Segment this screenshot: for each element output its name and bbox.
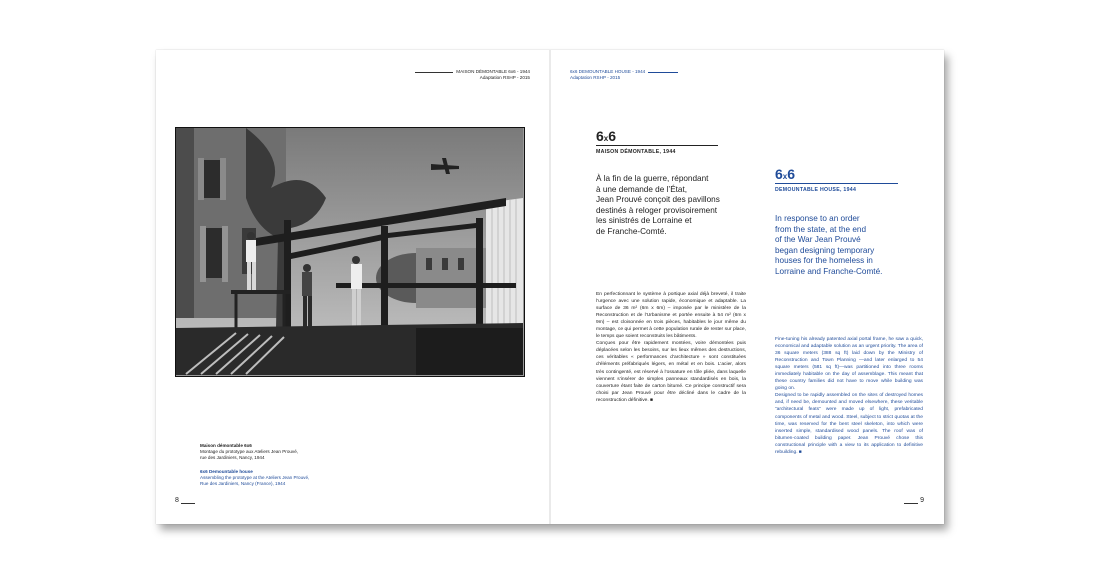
lead-en-line: of the War Jean Prouvé bbox=[775, 235, 861, 245]
lead-fr-line: de Franche-Comté. bbox=[596, 226, 667, 236]
page-number-left bbox=[175, 497, 195, 504]
caption-en-line1: Assembling the prototype at the Ateliers Jean Prouvé, bbox=[200, 475, 310, 481]
running-head-left-subtitle: Adaptation RSHP - 2015 bbox=[479, 75, 530, 80]
lead-fr-line: les sinistrés de Lorraine et bbox=[596, 216, 692, 226]
archival-photo-assembly bbox=[175, 127, 525, 377]
subtitle-fr: MAISON DÉMONTABLE, 1944 bbox=[596, 149, 676, 155]
title-en-a: 6 bbox=[775, 166, 783, 182]
running-head-right bbox=[570, 69, 678, 81]
photo-caption-fr bbox=[200, 443, 390, 462]
running-head-left-title: MAISON DÉMONTABLE 6x6 - 1944 bbox=[456, 69, 530, 74]
running-head-right-subtitle: Adaptation RSHP - 2015 bbox=[570, 75, 621, 80]
page-number-right-value: 9 bbox=[920, 497, 924, 504]
lead-en-line: houses for the homeless in bbox=[775, 256, 873, 266]
photo-caption-en bbox=[200, 469, 390, 488]
lead-fr-line: destinés à reloger provisoirement bbox=[596, 205, 718, 215]
caption-fr-line1: Montage du prototype aux Ateliers Jean Prouvé, bbox=[200, 449, 299, 455]
lead-fr-line: À la fin de la guerre, répondant bbox=[596, 174, 709, 183]
lead-fr-line: Jean Prouvé conçoit des pavillons bbox=[596, 195, 720, 205]
right-page bbox=[550, 50, 944, 524]
photo-illustration bbox=[176, 128, 523, 375]
page-number-right bbox=[904, 497, 924, 504]
lead-paragraph-en bbox=[775, 214, 915, 278]
title-fr-x: x bbox=[603, 134, 609, 143]
section-title-en bbox=[775, 166, 898, 193]
title-en-x: x bbox=[782, 172, 788, 181]
book-spread bbox=[156, 50, 944, 524]
lead-en-line: In response to an order bbox=[775, 214, 860, 223]
caption-fr-title: Maison démontable 6x6 bbox=[200, 443, 252, 448]
lead-en-line: from the state, at the end bbox=[775, 224, 867, 234]
title-fr-b: 6 bbox=[608, 128, 617, 144]
running-head-right-title: 6x6 DEMOUNTABLE HOUSE - 1944 bbox=[570, 69, 646, 74]
body-fr-paragraph-1: En perfectionnant le système à portique axial déjà breveté, il traite l’urgence avec une solution rapide, économique et adaptable. La surface de 36 m² (6m x 6m) – imposée par le ministère de la Reconstruction et de l’Urbanisme et portée ensuite à 54 m² (6m x 9m) – est cloisonnée en trois pièces, habitables le jour même du montage, ce qui permet à cette population rurale de rester sur place, le temps que soient reconstruits les bâtiments. bbox=[596, 292, 746, 340]
title-fr-a: 6 bbox=[596, 128, 604, 144]
lead-paragraph-fr bbox=[596, 174, 746, 238]
section-title-fr bbox=[596, 128, 718, 155]
body-en-paragraph-2: Designed to be rapidly assembled on the sites of destroyed homes and, if need be, demounted and moved elsewhere, these veritable “architectural feats” were made up of light, prefabricated components of metal and wood. Steel, subject to strict quotas at the time, was reserved for the bent steel skeleton, into which were inserted simple, standardised wood panels. The roof was of bitumen-coated building paper. Jean Prouvé chose this constructional principle with a view to its application to definitive rebuilding. ■ bbox=[775, 393, 923, 455]
title-en-b: 6 bbox=[787, 166, 796, 182]
body-fr-paragraph-2: Conçues pour être rapidement montées, voire démontées puis déplacées selon les besoins, sur les lieux mêmes des destructions, ces véritables « performances d’architecture » sont constituées d’éléments préfabriqués légers, en métal et en bois. L’acier, alors très contingenté, est réservé à l’ossature en tôle pliée, dans laquelle viennent s’insérer de simples panneaux standardisés en bois, la couverture étant faite de carton bitumé. Ce principe constructif sera choisi par Jean Prouvé pour être décliné dans le cadre de la reconstruction définitive. ■ bbox=[596, 341, 746, 403]
body-text-fr bbox=[596, 291, 746, 404]
caption-en-line2: Rue des Jardiniers, Nancy (France), 1944 bbox=[200, 481, 286, 487]
lead-en-line: began designing temporary bbox=[775, 245, 875, 255]
lead-en-line: Lorraine and Franche-Comté. bbox=[775, 266, 883, 276]
title-fr-heading bbox=[596, 128, 718, 146]
left-page bbox=[156, 50, 550, 524]
lead-fr-line: à une demande de l’État, bbox=[596, 184, 688, 194]
running-head-left bbox=[415, 69, 530, 81]
page-number-left-value: 8 bbox=[175, 497, 179, 504]
title-en-heading bbox=[775, 166, 898, 184]
body-text-en bbox=[775, 336, 923, 456]
caption-en-title: 6x6 Demountable house bbox=[200, 469, 253, 474]
body-en-paragraph-1: Fine-tuning his already patented axial portal frame, he saw a quick, economical and adaptable solution as an urgent priority. The area of 36 square meters (388 sq ft) laid down by the Ministry of Reconstruction and Town Planning —and later enlarged to 54 square meters (581 sq ft)—was partitioned into three rooms immediately habitable on the day of assemblage. This meant that these country families did not have to move while building was going on. bbox=[775, 337, 923, 392]
caption-fr-line2: rue des Jardiniers, Nancy, 1944 bbox=[200, 455, 265, 461]
subtitle-en: DEMOUNTABLE HOUSE, 1944 bbox=[775, 187, 857, 193]
